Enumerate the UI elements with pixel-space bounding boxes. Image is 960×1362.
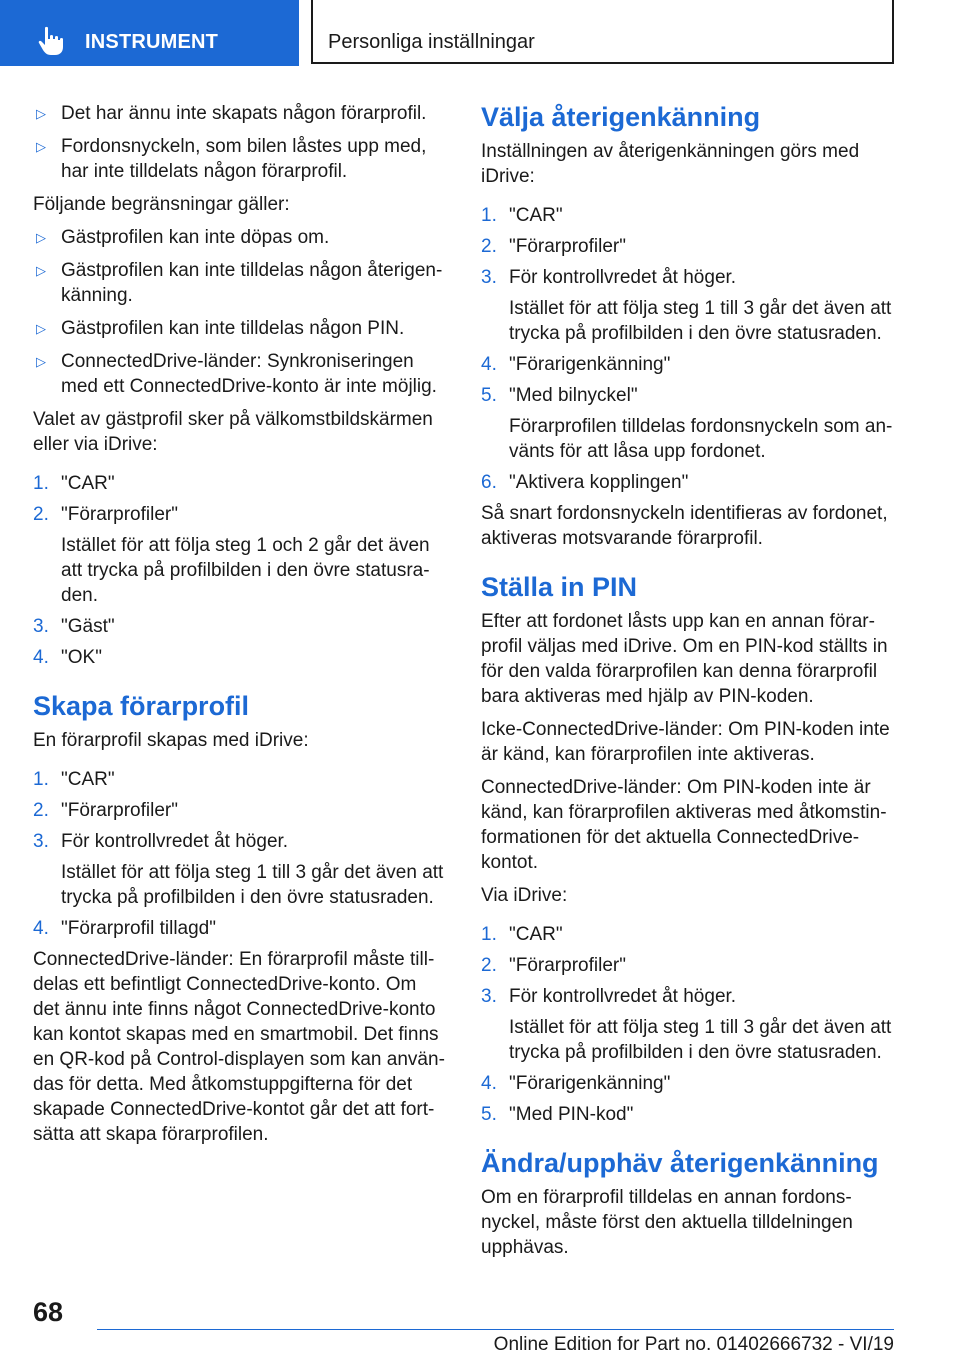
- paragraph: ConnectedDrive-länder: En förarprofil måste tilldelas ett befintligt ConnectedDrive-konto. Om det ännu inte finns något ConnectedDrive-konto kan kontot skapas med en smartmobil. Det finns en QR-kod på Control-displayen som kan användas för detta. Med åtkomstuppgifterna för det skapade ConnectedDrive-kontot går det att fortsätta att skapa förarprofilen.: [33, 949, 445, 1145]
- right-column: [481, 101, 894, 1268]
- bullet-item: ▷ Gästprofilen kan inte tilldelas någon PIN.: [36, 318, 405, 339]
- list-item: 5. "Med bilnyckel": [481, 385, 638, 406]
- numbered-list: [33, 767, 446, 941]
- list-item: 1. "CAR": [481, 205, 563, 226]
- list-item: 6. "Aktivera kopplingen": [481, 472, 689, 493]
- triangle-bullet-icon: ▷: [36, 139, 46, 154]
- section-heading: Skapa förarprofil: [33, 691, 250, 721]
- paragraph: Inställningen av återigenkänningen görs med iDrive:: [481, 141, 860, 187]
- list-item: 5. "Med PIN-kod": [481, 1104, 634, 1125]
- list-item: 2. "Förarprofiler": [33, 800, 178, 821]
- list-item: 3. För kontrollvredet åt höger.: [481, 267, 737, 288]
- section-heading: Välja återigenkänning: [481, 102, 761, 132]
- section-heading: Ställa in PIN: [481, 572, 638, 602]
- page-number: 68: [33, 1297, 64, 1327]
- section-tab: [0, 0, 299, 66]
- list-item: 3. För kontrollvredet åt höger.: [33, 831, 289, 852]
- triangle-bullet-icon: ▷: [36, 263, 46, 278]
- section-heading: Ändra/upphäv återigenkänning: [481, 1148, 879, 1178]
- list-item: 3. "Gäst": [33, 616, 115, 637]
- list-item: 4. "Förarigenkänning": [481, 354, 671, 375]
- list-item: 2. "Förarprofiler": [481, 955, 626, 976]
- list-item: 4. "Förarprofil tillagd": [33, 918, 216, 939]
- chapter-title: Personliga inställningar: [328, 31, 535, 53]
- triangle-bullet-icon: ▷: [36, 354, 46, 369]
- paragraph: Så snart fordonsnyckeln identifieras av fordonet, aktiveras motsvarande förarprofil.: [481, 503, 888, 549]
- paragraph: Följande begränsningar gäller:: [33, 194, 290, 215]
- paragraph: Icke-ConnectedDrive-länder: Om PIN-koden inte är känd, kan förarprofilen inte aktiveras.: [481, 719, 890, 765]
- triangle-bullet-icon: ▷: [36, 106, 46, 121]
- bullet-item: ▷ ConnectedDrive-länder: Synkroniseringen med ett ConnectedDrive-konto är inte möjlig.: [36, 351, 437, 397]
- list-item: 4. "OK": [33, 647, 102, 668]
- list-item: 1. "CAR": [33, 769, 115, 790]
- edition-note: Online Edition for Part no. 01402666732 - VI/19: [493, 1334, 894, 1355]
- chapter-header: [311, 0, 894, 64]
- list-item: 3. För kontrollvredet åt höger.: [481, 986, 737, 1007]
- list-item-note: Istället för att följa steg 1 och 2 går det även att trycka på profilbilden i den övre statusraden.: [61, 535, 430, 606]
- list-item-note: Istället för att följa steg 1 till 3 går det även att trycka på profilbilden i den övre statusraden.: [61, 862, 444, 908]
- paragraph: Efter att fordonet låsts upp kan en annan förarprofil väljas med iDrive. Om en PIN-kod ställts in för den valda förarprofilen kan denna förarprofil bara aktiveras med hjälp av PIN-koden.: [481, 611, 888, 707]
- bullet-item: ▷ Det har ännu inte skapats någon förarprofil.: [36, 103, 427, 124]
- paragraph: Via iDrive:: [481, 885, 568, 906]
- triangle-bullet-icon: ▷: [36, 230, 46, 245]
- bullet-item: ▷ Gästprofilen kan inte döpas om.: [36, 227, 330, 248]
- list-item: 1. "CAR": [481, 924, 563, 945]
- hand-pointer-icon: [36, 26, 70, 56]
- list-item: 4. "Förarigenkänning": [481, 1073, 671, 1094]
- list-item-note: Förarprofilen tilldelas fordonsnyckeln som använts för att låsa upp fordonet.: [509, 416, 893, 462]
- paragraph: En förarprofil skapas med iDrive:: [33, 730, 309, 751]
- list-item: 2. "Förarprofiler": [33, 504, 178, 525]
- bullet-item: ▷ Gästprofilen kan inte tilldelas någon återigenkänning.: [36, 260, 443, 306]
- triangle-bullet-icon: ▷: [36, 321, 46, 336]
- paragraph: Valet av gästprofil sker på välkomstbildskärmen eller via iDrive:: [33, 409, 433, 455]
- numbered-list: [481, 922, 894, 1127]
- list-item: 1. "CAR": [33, 473, 115, 494]
- list-item-note: Istället för att följa steg 1 till 3 går det även att trycka på profilbilden i den övre statusraden.: [509, 298, 892, 344]
- bullet-item: ▷ Fordonsnyckeln, som bilen låstes upp med, har inte tilldelats någon förarprofil.: [36, 136, 427, 182]
- list-item: 2. "Förarprofiler": [481, 236, 626, 257]
- numbered-list: [481, 203, 894, 495]
- paragraph: Om en förarprofil tilldelas en annan fordonsnyckel, måste först den aktuella tilldelningen upphävas.: [481, 1187, 853, 1258]
- numbered-list: [33, 471, 446, 670]
- left-column: [33, 101, 446, 1155]
- list-item-note: Istället för att följa steg 1 till 3 går det även att trycka på profilbilden i den övre statusraden.: [509, 1017, 892, 1063]
- paragraph: ConnectedDrive-länder: Om PIN-koden inte är känd, kan förarprofilen aktiveras med åtkomstinformationen för det aktuella ConnectedDrive-kontot.: [481, 777, 887, 873]
- footer-divider: [97, 1329, 894, 1330]
- section-tab-label: INSTRUMENT: [85, 31, 219, 53]
